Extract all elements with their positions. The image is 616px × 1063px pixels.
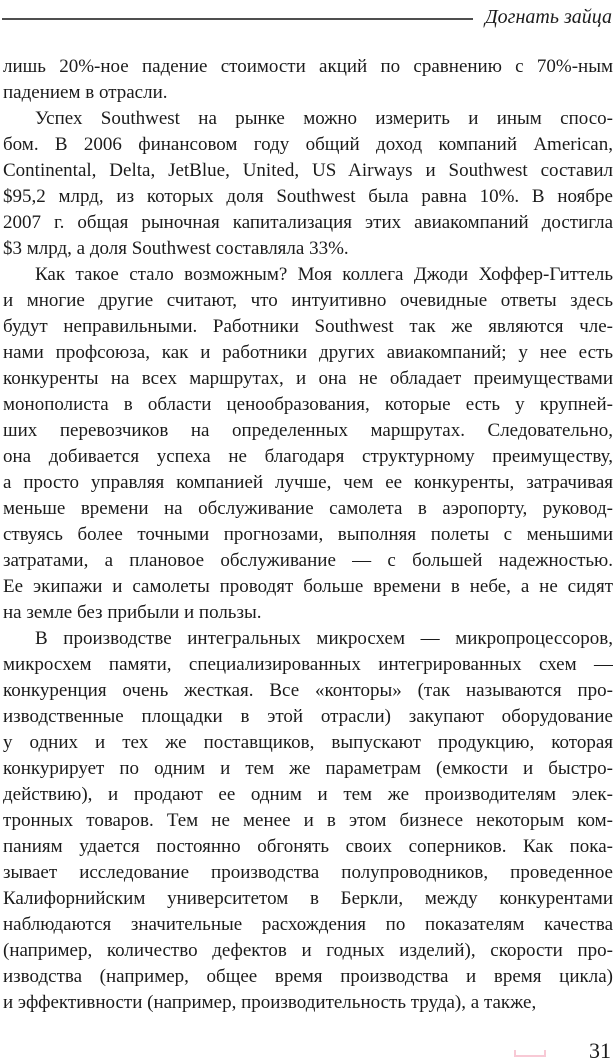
page-header (2, 4, 612, 32)
text-line: Калифорнийским университетом в Беркли, между конкурентами (3, 888, 613, 909)
text-line: меньше времени на обслуживание самолета в аэропорту, руковод- (3, 498, 613, 519)
text-line: конкуренция очень жесткая. Все «конторы» (так называются про- (3, 680, 613, 701)
text-line: бом. В 2006 финансовом году общий доход компаний American, (3, 134, 613, 155)
text-line: она добивается успеха не благодаря структурному преимуществу, (3, 446, 613, 467)
text-line: а просто управляя компанией лучше, чем ее конкуренты, затрачивая (3, 472, 613, 493)
text-line: изводства (например, общее время производства и время цикла) (3, 966, 613, 987)
text-line: паниям удается постоянно обгонять своих соперников. Как пока- (3, 836, 613, 857)
text-line: Как такое стало возможным? Моя коллега Джоди Хоффер-Гиттель (35, 264, 613, 285)
highlight-mark (514, 1050, 546, 1057)
text-line: изводственные площадки в этой отрасли) закупают оборудование (3, 706, 613, 727)
text-line: монополиста в области ценообразования, которые есть у крупней- (3, 394, 613, 415)
paragraph (3, 54, 613, 106)
text-line: В производстве интегральных микросхем — микропроцессоров, (35, 628, 613, 649)
page-number: 31 (589, 1038, 611, 1063)
text-line: микросхем памяти, специализированных интегрированных схем — (3, 654, 613, 675)
text-line: и эффективности (например, производительность труда), а также, (3, 992, 537, 1013)
running-title: Догнать зайца (484, 6, 612, 28)
text-line: $3 млрд, а доля Southwest составляла 33%. (3, 238, 349, 259)
text-line: Continental, Delta, JetBlue, United, US Airways и Southwest составил (3, 160, 613, 181)
text-line: конкуренты на всех маршрутах, и она не обладает преимуществами (3, 368, 613, 389)
text-line: ствуясь более точными прогнозами, выполняя полеты с меньшими (3, 524, 613, 545)
text-line: конкурирует по одним и тем же параметрам (емкости и быстро- (3, 758, 613, 779)
text-line: на земле без прибыли и пользы. (3, 602, 262, 623)
text-line: лишь 20%-ное падение стоимости акций по сравнению с 70%-ным (3, 56, 613, 77)
paragraph (3, 262, 613, 626)
text-line: и многие другие считают, что интуитивно очевидные ответы здесь (3, 290, 613, 311)
text-line: Ее экипажи и самолеты проводят больше времени в небе, а не сидят (3, 576, 613, 597)
paragraph (3, 106, 613, 262)
text-line: Успех Southwest на рынке можно измерить и иным спосо- (35, 108, 613, 129)
text-line: 2007 г. общая рыночная капитализация этих авиакомпаний достигла (3, 212, 613, 233)
paragraph (3, 626, 613, 1016)
text-line: падением в отрасли. (3, 82, 168, 103)
text-line: зывает исследование производства полупроводников, проведенное (3, 862, 613, 883)
header-rule (2, 18, 473, 20)
text-line: ших перевозчиков на определенных маршрутах. Следовательно, (3, 420, 613, 441)
text-line: $95,2 млрд, из которых доля Southwest была равна 10%. В ноябре (3, 186, 613, 207)
text-line: у одних и тех же поставщиков, выпускают продукцию, которая (3, 732, 613, 753)
body-text (3, 54, 613, 1016)
text-line: затратами, а плановое обслуживание — с большей надежностью. (3, 550, 613, 571)
text-line: будут неправильными. Работники Southwest так же являются чле- (3, 316, 613, 337)
text-line: наблюдаются значительные расхождения по показателям качества (3, 914, 613, 935)
text-line: действию), и продают ее одним и тем же производителям элек- (3, 784, 613, 805)
text-line: (например, количество дефектов и годных изделий), скорости про- (3, 940, 613, 961)
text-line: тронных товаров. Тем не менее и в этом бизнесе некоторым ком- (3, 810, 613, 831)
text-line: нами профсоюза, как и работники других авиакомпаний; у нее есть (3, 342, 613, 363)
